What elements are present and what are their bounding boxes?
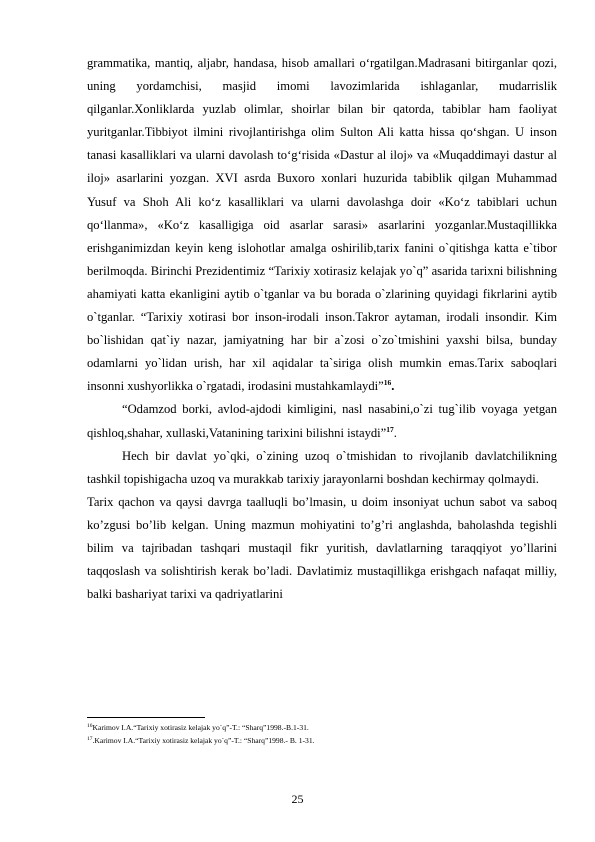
paragraph-1-text: grammatika, mantiq, aljabr, handasa, hisob amallari o‘rgatilgan.Madrasani bitirganlar qozi, uning yordamchisi, masjid imomi lavozimlarida ishlaganlar, mudarrislik qilganlar.Xonliklarda yuzlab olimlar, shoirlar bilan bir qatorda, tabiblar ham faoliyat yuritganlar.Tibbiyot ilmini rivojlantirishga olim Sulton Ali katta hissa qo‘shgan. U inson tanasi kasalliklari va ularni davolash to‘g‘risida «Dastur al iloj» va «Muqaddimayi dastur al iloj» asarlarini yozgan. XVI asrda Buxoro xonlari huzurida tabiblik qilgan Muhammad Yusuf va Shoh Ali ko‘z kasalliklari va ularni davolashga doir «Ko‘z tabiblari uchun qo‘llanma», «Ko‘z kasalligiga oid asarlar sarasi» asarlarini yozganlar.Mustaqillikka erishganimizdan keyin keng islohotlar amalga oshirilib,tarix fanini o`qitishga katta e`tibor berilmoqda. Birinchi Prezidentimiz “Tarixiy xotirasiz kelajak yo`q” asarida tarixni bilishning ahamiyati katta ekanligini aytib o`tganlar va bu borada o`zlarining quyidagi fikrlarini aytib o`tganlar. “Tarixiy xotirasi bor inson-irodali inson.Takror aytaman, irodali insondir. Kim bo`lishidan qat`iy nazar, jamiyatning har bir a`zosi o`zo`tmishini yaxshi bilsa, bunday odamlarni yo`lidan urish, har xil aqidalar ta`siriga olish mumkin emas.Tarix saboqlari insonni xushyorlikka o`rgatadi, irodasini mustahkamlaydi” <box>87 56 557 394</box>
paragraph-3 <box>87 445 557 491</box>
page-number: 25 <box>291 792 304 806</box>
footnote-text: Karimov I.A.“Tarixiy xotirasiz kelajak yo`q”-T.: “Sharq”1998.-B.1-31. <box>92 723 309 732</box>
paragraph-4-text: Tarix qachon va qaysi davrga taalluqli bo’lmasin, u doim insoniyat uchun sabot va saboq ko’zgusi bo’lib kelgan. Uning mazmun mohiyatini to’g’ri anglashda, baholashda tegishli bilim va tajribadan tashqari mustaqil fikr yuritish, davlatlarning taraqqiyot yo’llarini taqqoslash va solishtirish kerak bo’ladi. Davlatimiz mustaqillikga erishgach nafaqat milliy, balki bashariyat tarixi va qadriyatlarini <box>87 494 557 602</box>
footnotes <box>87 721 557 747</box>
paragraph-1 <box>87 52 557 398</box>
footnote-separator <box>87 717 205 718</box>
footnote-17 <box>87 734 557 747</box>
footnote-ref-17[interactable]: 17 <box>386 424 394 434</box>
paragraph-4 <box>87 491 557 606</box>
footnote-mark: 17 <box>87 736 93 742</box>
footnote-text: .Karimov I.A.“Tarixiy xotirasiz kelajak yo`q”-T.: “Sharq”1998.- B. 1-31. <box>92 736 315 745</box>
paragraph-2 <box>87 398 557 444</box>
paragraph-3-text: Hech bir davlat yo`qki, o`zining uzoq o`tmishidan to rivojlanib davlatchilikning tashkil topishigacha uzoq va murakkab tarixiy jarayonlarni boshdan kechirmay qolmaydi. <box>87 448 557 486</box>
paragraph-2-text: “Odamzod borki, avlod-ajdodi kimligini, nasl nasabini,o`zi tug`ilib voyaga yetgan qishloq,shahar, xullaski,Vatanining tarixini bilishni istaydi” <box>87 402 557 440</box>
paragraph-2-tail: . <box>393 425 397 440</box>
body-text <box>87 52 557 606</box>
paragraph-1-tail: . <box>391 379 395 394</box>
footnote-mark: 16 <box>87 723 93 729</box>
footnote-ref-16[interactable]: 16 <box>383 378 392 388</box>
footnote-16 <box>87 721 557 734</box>
